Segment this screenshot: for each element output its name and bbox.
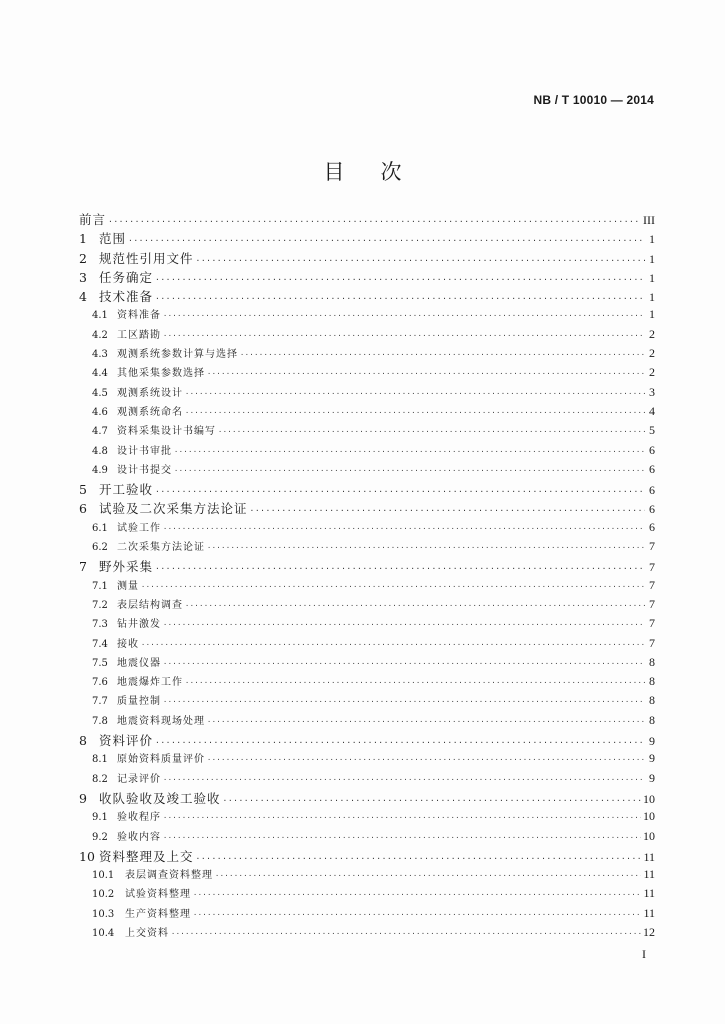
toc-dot-leader — [141, 641, 645, 649]
toc-entry-label: 质量控制 — [117, 696, 161, 708]
toc-entry-label: 其他采集参数选择 — [117, 368, 205, 380]
toc-entry-number: 6 — [79, 501, 87, 517]
toc-entry[interactable] — [79, 538, 655, 557]
toc-entry-label: 试验工作 — [117, 522, 161, 534]
toc-dot-leader — [196, 854, 642, 863]
toc-entry-label: 测量 — [117, 580, 139, 592]
toc-entry-number: 9.2 — [92, 831, 108, 843]
toc-entry[interactable] — [79, 461, 655, 480]
toc-entry-label: 设计书提交 — [117, 464, 172, 476]
toc-entry-label: 生产资料整理 — [125, 908, 191, 920]
toc-entry-label: 规范性引用文件 — [99, 250, 194, 266]
toc-entry-page: 7 — [649, 596, 655, 611]
toc-entry-page: 9 — [649, 734, 655, 749]
toc-entry[interactable] — [79, 499, 655, 518]
toc-entry-label: 收队验收及竣工验收 — [99, 790, 221, 806]
toc-entry-page: 10 — [643, 809, 655, 824]
toc-entry-page: 4 — [649, 403, 655, 418]
toc-entry-label: 上交资料 — [125, 927, 169, 939]
toc-entry[interactable] — [79, 287, 655, 306]
toc-entry-page: 1 — [649, 270, 655, 285]
toc-entry[interactable] — [79, 306, 655, 325]
toc-entry-number: 6.1 — [92, 522, 108, 534]
toc-entry-label: 资料评价 — [99, 733, 154, 749]
toc-entry-number: 3 — [79, 269, 87, 285]
toc-entry-number: 1 — [79, 231, 87, 247]
toc-entry-number: 4.1 — [92, 310, 108, 322]
toc-entry-number: 7.3 — [92, 619, 108, 631]
toc-entry-number: 2 — [79, 250, 87, 266]
toc-entry-label: 记录评价 — [117, 773, 161, 785]
toc-entry-page: 7 — [649, 539, 655, 554]
toc-entry-page: 6 — [649, 461, 655, 476]
toc-entry[interactable] — [79, 249, 655, 268]
toc-entry[interactable] — [79, 847, 655, 866]
toc-entry-page: 1 — [649, 251, 655, 266]
toc-entry-label: 技术准备 — [99, 289, 154, 305]
toc-entry[interactable] — [79, 866, 655, 885]
toc-entry-number: 9.1 — [92, 812, 108, 824]
toc-entry-page: 9 — [649, 751, 655, 766]
toc-entry-number: 8.1 — [92, 754, 108, 766]
toc-entry[interactable] — [79, 731, 655, 750]
toc-entry-number: 10.3 — [92, 908, 115, 920]
toc-entry-label: 地震资料现场处理 — [117, 715, 205, 727]
toc-entry-number: 7 — [79, 559, 87, 575]
toc-entry-page: 10 — [643, 791, 655, 806]
toc-entry-page: 6 — [649, 483, 655, 498]
toc-dot-leader — [155, 294, 645, 303]
toc-dot-leader — [155, 275, 645, 284]
toc-entry-label: 野外采集 — [99, 559, 154, 575]
toc-entry-number: 8 — [79, 733, 87, 749]
toc-entry-label: 前言 — [79, 212, 107, 227]
toc-entry-page: 8 — [649, 674, 655, 689]
toc-entry-page: 3 — [649, 384, 655, 399]
toc-entry-label: 范围 — [99, 231, 127, 247]
toc-entry-number: 8.2 — [92, 773, 108, 785]
toc-entry-page: 1 — [649, 307, 655, 322]
toc-entry[interactable] — [79, 442, 655, 461]
toc-entry-label: 工区踏勘 — [117, 329, 161, 341]
toc-entry[interactable] — [79, 268, 655, 287]
toc-entry-number: 4.6 — [92, 406, 108, 418]
toc-entry[interactable] — [79, 770, 655, 789]
toc-dot-leader — [215, 872, 641, 880]
toc-entry-label: 原始资料质量评价 — [117, 754, 205, 766]
toc-dot-leader — [174, 448, 645, 456]
toc-dot-leader — [207, 544, 645, 552]
toc-entry[interactable] — [79, 635, 655, 654]
toc-dot-leader — [207, 718, 645, 726]
page-number: I — [642, 947, 646, 961]
toc-dot-leader — [250, 506, 645, 515]
toc-entry-label: 任务确定 — [99, 269, 154, 285]
toc-entry-number: 10 — [79, 848, 95, 864]
toc-entry-number: 7.6 — [92, 677, 108, 689]
toc-entry-page: 2 — [649, 365, 655, 380]
toc-entry-label: 试验资料整理 — [125, 889, 191, 901]
toc-entry-page: 1 — [649, 232, 655, 247]
toc-entry-number: 7.8 — [92, 715, 108, 727]
toc-entry-label: 二次采集方法论证 — [117, 542, 205, 554]
toc-entry[interactable] — [79, 422, 655, 441]
toc-entry-label: 观测系统参数计算与选择 — [117, 349, 238, 361]
toc-dot-leader — [163, 834, 641, 842]
toc-entry-number: 4.9 — [92, 464, 108, 476]
toc-dot-leader — [163, 312, 645, 320]
toc-entry-page: 6 — [649, 519, 655, 534]
toc-entry-number: 7.5 — [92, 657, 108, 669]
toc-entry[interactable] — [79, 808, 655, 827]
toc-entry[interactable] — [79, 654, 655, 673]
toc-entry[interactable] — [79, 384, 655, 403]
toc-entry-page: 10 — [643, 828, 655, 843]
toc-entry-label: 钻井激发 — [117, 619, 161, 631]
toc-entry[interactable] — [79, 364, 655, 383]
standard-code: NB / T 10010 — 2014 — [533, 93, 654, 107]
toc-entry[interactable] — [79, 480, 655, 499]
toc-dot-leader — [240, 351, 645, 359]
toc-entry-label: 表层调查资料整理 — [125, 870, 213, 882]
toc-dot-leader — [155, 487, 645, 496]
toc-entry-page: 1 — [649, 290, 655, 305]
toc-entry-label: 地震仪器 — [117, 657, 161, 669]
toc-entry-label: 表层结构调查 — [117, 599, 183, 611]
toc-entry-label: 资料采集设计书编写 — [117, 426, 216, 438]
toc-entry[interactable] — [79, 229, 655, 248]
toc-dot-leader — [223, 796, 641, 805]
toc-entry-page: 9 — [649, 770, 655, 785]
toc-entry-page: III — [643, 213, 655, 227]
toc-dot-leader — [185, 602, 645, 610]
toc-entry-number: 4.5 — [92, 387, 108, 399]
toc-entry[interactable] — [79, 692, 655, 711]
toc-entry-label: 观测系统命名 — [117, 406, 183, 418]
toc-entry-page: 11 — [643, 886, 655, 901]
toc-entry-number: 4.3 — [92, 349, 108, 361]
toc-dot-leader — [128, 236, 645, 245]
toc-entry-label: 验收程序 — [117, 812, 161, 824]
toc-entry[interactable] — [79, 924, 655, 943]
toc-entry-page: 11 — [643, 867, 655, 882]
toc-entry-page: 8 — [649, 654, 655, 669]
toc-entry-number: 7.1 — [92, 580, 108, 592]
toc-entry[interactable] — [79, 712, 655, 731]
toc-entry-label: 资料准备 — [117, 310, 161, 322]
toc-entry[interactable] — [79, 577, 655, 596]
toc-entry-number: 4.7 — [92, 426, 108, 438]
toc-entry-number: 7.4 — [92, 638, 108, 650]
toc-dot-leader — [163, 332, 645, 340]
toc-entry-number: 9 — [79, 790, 87, 806]
toc-dot-leader — [207, 756, 645, 764]
toc-entry-label: 试验及二次采集方法论证 — [99, 501, 248, 517]
toc-entry-page: 12 — [643, 924, 655, 939]
toc-entry[interactable] — [79, 326, 655, 345]
toc-dot-leader — [174, 467, 645, 475]
toc-dot-leader — [185, 390, 645, 398]
toc-entry[interactable] — [79, 673, 655, 692]
toc-dot-leader — [185, 679, 645, 687]
toc-entry[interactable] — [79, 885, 655, 904]
toc-dot-leader — [207, 370, 645, 378]
toc-entry-page: 5 — [649, 423, 655, 438]
toc-entry-number: 4.4 — [92, 368, 108, 380]
toc-dot-leader — [163, 525, 645, 533]
toc-entry[interactable] — [79, 519, 655, 538]
toc-entry-label: 开工验收 — [99, 482, 154, 498]
page-title: 目次 — [323, 160, 438, 184]
toc-dot-leader — [163, 814, 641, 822]
toc-entry[interactable] — [79, 750, 655, 769]
toc-entry-number: 6.2 — [92, 542, 108, 554]
toc-entry-page: 8 — [649, 712, 655, 727]
toc-dot-leader — [163, 698, 645, 706]
table-of-contents — [79, 210, 655, 943]
toc-dot-leader — [196, 256, 645, 265]
toc-entry[interactable] — [79, 557, 655, 576]
toc-dot-leader — [141, 583, 645, 591]
toc-dot-leader — [185, 409, 645, 417]
toc-entry[interactable] — [79, 596, 655, 615]
toc-entry-number: 4 — [79, 289, 87, 305]
toc-dot-leader — [218, 428, 645, 436]
toc-entry[interactable] — [79, 789, 655, 808]
toc-entry-label: 接收 — [117, 638, 139, 650]
toc-entry[interactable] — [79, 615, 655, 634]
toc-entry-page: 7 — [649, 577, 655, 592]
toc-entry-page: 7 — [649, 560, 655, 575]
toc-dot-leader — [155, 738, 645, 747]
toc-entry-page: 11 — [643, 849, 655, 864]
toc-entry-page: 6 — [649, 502, 655, 517]
toc-entry-label: 地震爆炸工作 — [117, 677, 183, 689]
toc-dot-leader — [163, 776, 645, 784]
toc-entry-label: 观测系统设计 — [117, 387, 183, 399]
toc-entry[interactable] — [79, 828, 655, 847]
toc-entry-page: 2 — [649, 326, 655, 341]
toc-entry-page: 7 — [649, 635, 655, 650]
toc-entry[interactable] — [79, 345, 655, 364]
toc-entry-page: 6 — [649, 442, 655, 457]
toc-dot-leader — [193, 911, 641, 919]
toc-entry[interactable] — [79, 905, 655, 924]
toc-dot-leader — [193, 891, 641, 899]
toc-entry-number: 7.2 — [92, 599, 108, 611]
toc-entry-label: 设计书审批 — [117, 445, 172, 457]
toc-entry-number: 4.2 — [92, 329, 108, 341]
toc-dot-leader — [108, 217, 641, 226]
toc-entry-number: 10.4 — [92, 927, 115, 939]
toc-dot-leader — [155, 564, 645, 573]
toc-entry-page: 2 — [649, 346, 655, 361]
toc-entry-number: 10.2 — [92, 889, 115, 901]
toc-dot-leader — [163, 660, 645, 668]
toc-entry-label: 验收内容 — [117, 831, 161, 843]
toc-entry-number: 7.7 — [92, 696, 108, 708]
toc-entry-label: 资料整理及上交 — [99, 848, 194, 864]
toc-dot-leader — [171, 930, 641, 938]
toc-entry[interactable] — [79, 210, 655, 229]
toc-entry-page: 11 — [643, 905, 655, 920]
toc-dot-leader — [163, 621, 645, 629]
toc-entry-number: 5 — [79, 482, 87, 498]
toc-entry-number: 10.1 — [92, 870, 115, 882]
toc-entry-page: 7 — [649, 616, 655, 631]
toc-entry-page: 8 — [649, 693, 655, 708]
toc-entry[interactable] — [79, 403, 655, 422]
toc-entry-number: 4.8 — [92, 445, 108, 457]
